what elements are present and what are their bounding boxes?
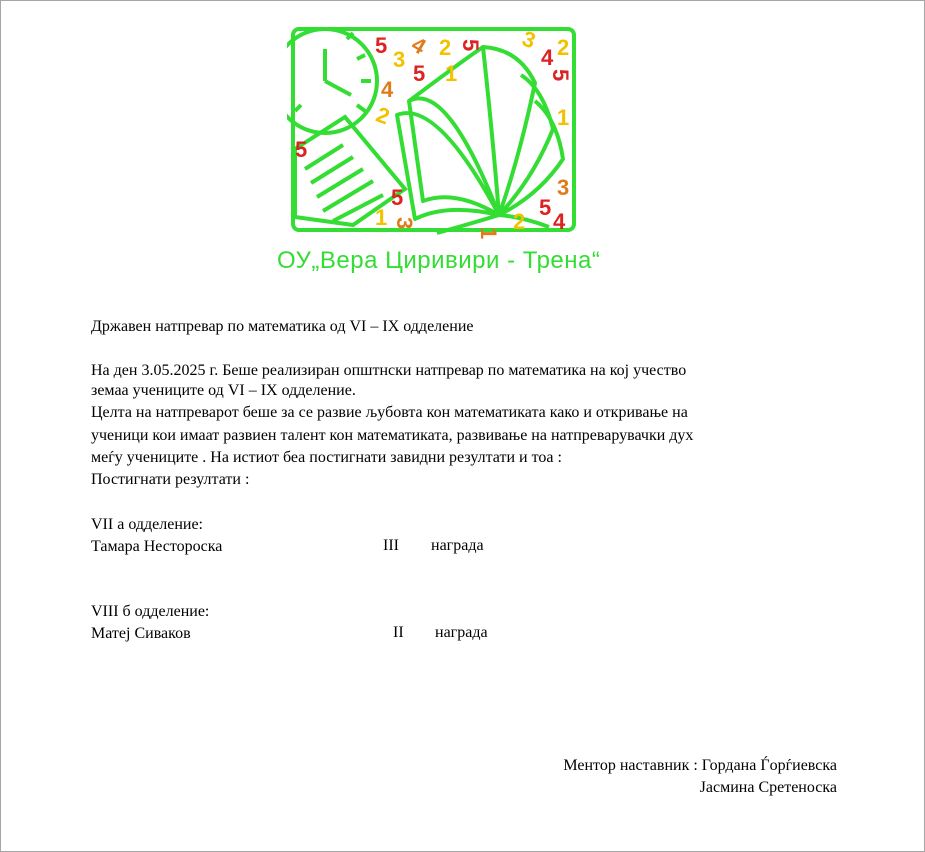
goal-line-3: меѓу учениците . На истиот беа постигнати завидни резултати и тоа : (91, 449, 562, 466)
goal-line-1: Целта на натпреварот беше за се развие љубовта кон математиката како и откривање на (91, 404, 688, 421)
svg-text:4: 4 (407, 31, 431, 60)
results-heading: Постигнати резултати : (91, 471, 250, 488)
svg-text:3: 3 (393, 47, 406, 72)
logo-illustration (287, 19, 587, 249)
result-2-student: Матеј Сиваков (91, 625, 191, 642)
result-2-rank: II (393, 624, 404, 641)
svg-text:3: 3 (518, 25, 539, 54)
svg-text:2: 2 (372, 101, 393, 130)
result-1-rank: III (383, 537, 399, 554)
svg-text:5: 5 (413, 61, 426, 86)
goal-line-2: ученици кои имаат развиен талент кон математиката, развивање на натпреварувачки дух (91, 427, 694, 444)
result-1-grade: VII а одделение: (91, 516, 203, 533)
mentor-line-2: Јасмина Сретеноска (699, 779, 837, 796)
svg-text:4: 4 (541, 45, 554, 70)
svg-text:5: 5 (391, 185, 404, 210)
result-2-grade: VIII б одделение: (91, 603, 210, 620)
school-name-caption: ОУ„Вера Циривири - Трена“ (277, 247, 601, 274)
svg-text:1: 1 (557, 105, 570, 130)
clock-icon (287, 29, 377, 133)
mentor-line-1: Ментор наставник : Гордана Ѓорѓиевска (563, 757, 837, 774)
svg-text:5: 5 (548, 69, 573, 82)
svg-text:2: 2 (513, 209, 526, 234)
svg-text:3: 3 (557, 175, 570, 200)
svg-text:4: 4 (381, 77, 394, 102)
school-logo (277, 19, 601, 283)
svg-text:5: 5 (375, 33, 388, 58)
svg-text:5: 5 (458, 39, 483, 52)
result-1-award: награда (431, 537, 484, 554)
svg-text:2: 2 (439, 35, 452, 60)
svg-text:5: 5 (539, 195, 552, 220)
document-title: Државен натпревар по математика од VI – IX одделение (91, 318, 474, 335)
intro-line-1: На ден 3.05.2025 г. Беше реализиран општнски натпревар по математика на кој учество (91, 362, 687, 379)
svg-text:4: 4 (553, 209, 566, 234)
intro-line-2: земаа учениците од VI – IX одделение. (91, 382, 356, 399)
svg-text:5: 5 (295, 137, 308, 162)
result-1-student: Тамара Несторoска (91, 538, 223, 555)
svg-text:1: 1 (476, 227, 501, 240)
svg-text:1: 1 (445, 61, 458, 86)
result-2-award: награда (435, 624, 488, 641)
svg-text:3: 3 (392, 217, 417, 230)
svg-text:1: 1 (375, 205, 388, 230)
svg-text:2: 2 (557, 35, 570, 60)
